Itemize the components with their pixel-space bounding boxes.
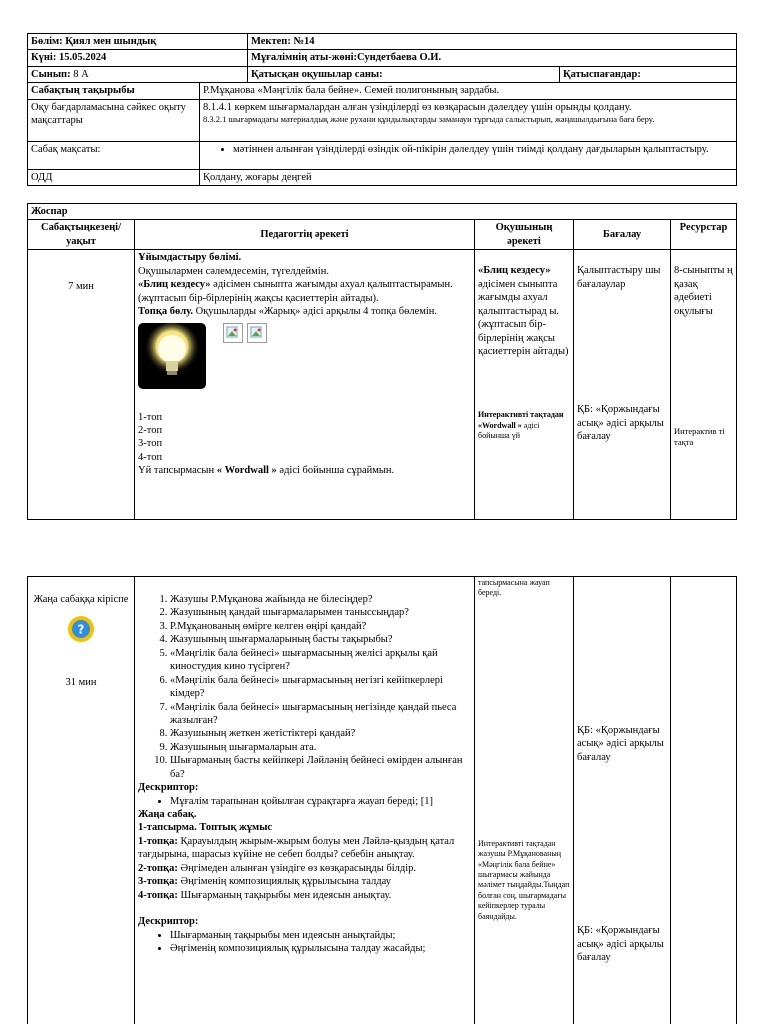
question-item: 10. Шығарманың басты кейіпкері Ләйләнің бейнесі өмірден алынған ба? <box>170 754 471 781</box>
broken-image-icon <box>247 323 267 343</box>
greeting-text: Оқушылармен сәлемдесемін, түгелдеймін. <box>138 265 329 277</box>
lesson-goal-cell <box>200 141 737 169</box>
teacher-label: Мұғалімнің аты-жөні: <box>251 52 358 64</box>
student-interactive-text: әдісі бойынша үй <box>478 420 540 441</box>
blitz-bold: «Блиц кездесу» <box>138 279 211 291</box>
absent-cell <box>560 66 737 82</box>
group-2: 2-топ <box>138 424 163 436</box>
header-resources <box>671 220 737 250</box>
homework-post: әдісі бойынша сұраймын. <box>279 465 395 477</box>
topic-label: Сабақтың тақырыбы <box>31 85 135 97</box>
date-label: Күні: <box>31 52 57 64</box>
descriptor2-label: Дескриптор: <box>138 916 199 928</box>
class-label: Сынып: <box>31 68 71 80</box>
objectives-label: Оқу бағдарламасына сәйкес оқыту мақсаттары <box>28 99 200 141</box>
student-blitz-bold: «Блиц кездесу» <box>478 265 551 277</box>
odd-value: Қолдану, жоғары деңгей <box>200 169 737 185</box>
objective-2: 8.3.2.1 шығармадағы материалдық және рухани құндылықтарды заманауи тұрғыда салыстырып, жаңашылдығына баға беру. <box>203 114 655 125</box>
row2-stage-cell <box>28 577 135 1024</box>
teacher-value: Сундетбаева О.И. <box>357 52 442 64</box>
question-item: 9. Жазушының шығармаларын ата. <box>170 741 471 754</box>
topic-label-cell <box>28 83 200 99</box>
row2-student-cell <box>475 577 574 1024</box>
plan-table-page-1 <box>27 203 737 520</box>
lightbulb-image <box>138 323 206 389</box>
groups-text: Оқушыларды «Жарық» әдісі арқылы 4 топқа бөлемін. <box>195 306 438 318</box>
section-value: Қиял мен шындық <box>65 36 157 47</box>
row2-resources-cell <box>671 577 737 1024</box>
row2-assessment-cell <box>574 577 671 1024</box>
homework-bold: « Wordwall » <box>216 465 277 477</box>
school-value: №14 <box>293 36 315 47</box>
lesson-goal-value: • мәтіннен алынған үзінділерді өзіндік ой-пікірін дәлелдеу үшін тиімді қолдану дағдыларын қалыптастыру. <box>233 143 733 156</box>
topic-value: Р.Мұқанова «Мәңгілік бала бейне». Семей полигонының зардабы. <box>200 83 737 99</box>
new-lesson-label: Жаңа сабақ. <box>138 809 197 820</box>
groups-bold: Топқа бөлу. <box>138 306 193 318</box>
org-title: Ұйымдастыру бөлімі. <box>138 252 242 264</box>
row1-teacher-cell <box>135 250 475 520</box>
homework-pre: Үй тапсырмасын <box>138 465 215 477</box>
g4-text: Шығарманың тақырыбы мен идеясын анықтау. <box>180 889 392 901</box>
descriptor-1: • Мұғалім тарапынан қойылған сұрақтарға жауап береді; [1] <box>170 795 471 808</box>
group-1: 1-топ <box>138 411 163 423</box>
header-assessment-text: Бағалау <box>602 229 642 241</box>
group-4: 4-топ <box>138 451 163 463</box>
class-value: 8 А <box>73 68 89 80</box>
present-cell <box>248 66 560 82</box>
question-item: 4. Жазушының шығармаларының басты тақырыбы? <box>170 633 471 646</box>
class-cell <box>28 66 248 82</box>
row2-student-interactive: Интерактивті тақтадан жазушы Р.Мұқанованың «Мәңгілік бала бейне» шығармасы жайында мәлімет тыңдайды.Тыңдап болған соң, шығармадағы кейіпкерлер туралы баяндайды. <box>478 838 570 921</box>
blitz-text: әдісімен сыныпта жағымды ахуал қалыптастырамын. (жұптасып бір-бірлерінің жақсы қасиеттерін айтады). <box>138 279 453 304</box>
teacher-cell <box>248 50 737 66</box>
g2-text: Әңгімеден алынған үзіндіге өз көзқарасыңды білдір. <box>180 862 417 874</box>
row1-resource-2: Интерактив ті тақта <box>674 426 725 447</box>
row2-assessment-2: ҚБ: «Қоржындағы асық» әдісі арқылы бағалау <box>577 925 664 964</box>
question-item: 6. «Мәңгілік бала бейнесі» шығармасының негізгі кейіпкерлері кімдер? <box>170 674 471 701</box>
header-stage-text: Сабақтыңкезеңі/ уақыт <box>40 222 121 247</box>
header-student <box>475 220 574 250</box>
row1-student-cell <box>475 250 574 520</box>
task-title: 1-тапсырма. Топтық жұмыс <box>138 822 273 834</box>
svg-text:?: ? <box>77 622 85 637</box>
g3-text: Әңгіменің композициялық құрылысына талдау <box>180 876 391 888</box>
lesson-goal-label: Сабақ мақсаты: <box>28 141 200 169</box>
row2-assessment-1: ҚБ: «Қоржындағы асық» әдісі арқылы бағалау <box>577 725 664 763</box>
row1-assessment-cell <box>574 250 671 520</box>
section-label: Бөлім: <box>31 36 63 47</box>
descriptor2-2: • Әңгіменің композициялық құрылысына талдау жасайды; <box>170 942 471 955</box>
row2-time: 31 мин <box>65 677 97 689</box>
g3-label: 3-топқа: <box>138 876 178 888</box>
descriptor-label: Дескриптор: <box>138 782 199 794</box>
question-icon <box>66 614 96 644</box>
plan-label: Жоспар <box>31 206 68 217</box>
header-resources-text: Ресурстар <box>679 222 728 234</box>
question-item: 3. Р.Мұқанованың өмірге келген өңірі қандай? <box>170 620 471 633</box>
absent-label: Қатыспағандар: <box>563 68 641 80</box>
row1-assessment-2: ҚБ: «Қоржындағы асық» әдісі арқылы бағалау <box>577 404 664 443</box>
g4-label: 4-топқа: <box>138 889 178 901</box>
g1-label: 1-топқа: <box>138 835 178 847</box>
section-cell <box>28 34 248 50</box>
school-label: Мектеп: <box>251 36 291 47</box>
header-teacher <box>135 220 475 250</box>
question-item: 7. «Мәңгілік бала бейнесі» шығармасының негізінде қандай пьеса жазылған? <box>170 701 471 728</box>
present-label: Қатысқан оқушылар саны: <box>251 68 383 80</box>
question-item: 2. Жазушының қандай шығармаларымен таныссыңдар? <box>170 606 471 619</box>
g1-text: Қарауылдың жырым-жырым болуы мен Ләйлә-қыздың қатал тағдырына, шарасыз күйіне не себеп болды? себебін анықтау. <box>138 835 455 861</box>
objective-1: 8.1.4.1 көркем шығармалардан алған үзінділерді өз көзқарасын дәлелдеу үшін орынды қолдану. <box>203 101 632 113</box>
date-cell <box>28 50 248 66</box>
question-item: 5. «Мәңгілік бала бейнесі» шығармасының желісі арқылы қай киностудия кино түсірген? <box>170 647 471 674</box>
g2-label: 2-топқа: <box>138 862 178 874</box>
row1-time: 7 мин <box>28 250 135 520</box>
student-blitz-text: әдісімен сыныпта жағымды ахуал қалыптастырад ы. (жұптасып бір-бірлерінің жақсы қасиеттерін айтады) <box>478 278 569 357</box>
group-3: 3-топ <box>138 438 163 450</box>
row2-teacher-cell <box>135 577 475 1024</box>
question-item: 1. Жазушы Р.Мұқанова жайында не білесіңдер? <box>170 593 471 606</box>
header-student-text: Оқушының әрекеті <box>495 222 553 247</box>
odd-label: ОДД <box>28 169 200 185</box>
header-stage <box>28 220 135 250</box>
row2-stage-name: Жаңа сабаққа кіріспе <box>33 594 129 605</box>
header-assessment <box>574 220 671 250</box>
row1-resource-1: 8-сыныпты ң қазақ әдебиеті оқулығы <box>674 265 733 317</box>
header-teacher-text: Педагогтің әрекеті <box>260 229 349 241</box>
lesson-header-table <box>27 33 737 186</box>
plan-table-page-2 <box>27 576 737 1024</box>
row1-resources-cell <box>671 250 737 520</box>
objectives-cell <box>200 99 737 141</box>
row1-assessment-1: Қалыптастыру шы бағалаулар <box>577 265 661 290</box>
row2-student-cont: тапсырмасына жауап береді. <box>478 578 550 598</box>
question-list <box>138 593 471 781</box>
date-value: 15.05.2024 <box>58 52 107 64</box>
descriptor2-1: • Шығарманың тақырыбы мен идеясын анықтайды; <box>170 929 471 942</box>
broken-image-icon <box>223 323 243 343</box>
plan-label-cell <box>28 204 737 220</box>
school-cell <box>248 34 737 50</box>
question-item: 8. Жазушының жеткен жетістіктері қандай? <box>170 727 471 740</box>
student-interactive-bold: Интерактивті тақтадан «Wordwall » <box>478 410 564 430</box>
